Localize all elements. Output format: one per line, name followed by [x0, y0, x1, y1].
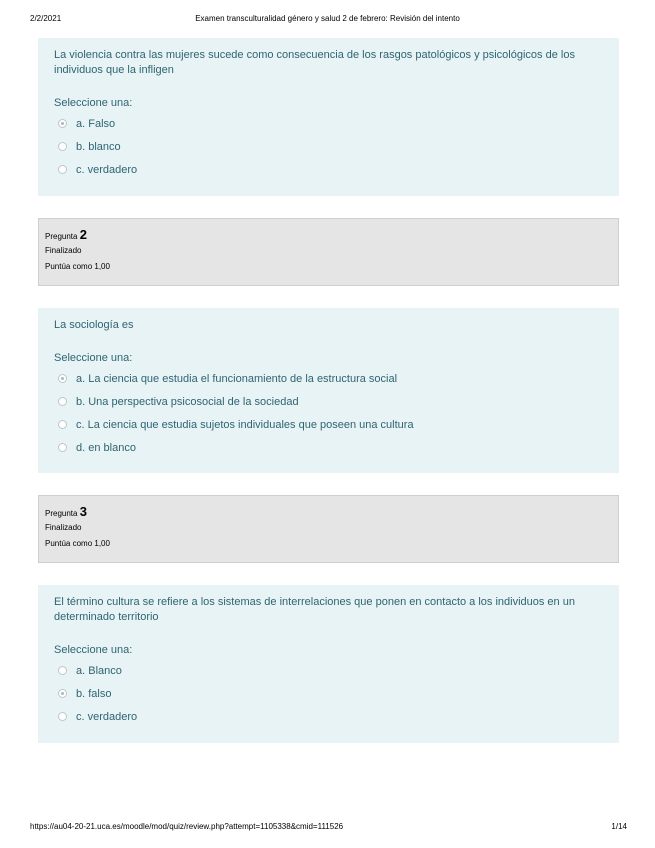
option-label: c. La ciencia que estudia sujetos individuales que poseen una cultura [76, 418, 414, 431]
print-title: Examen transculturalidad género y salud 2 de febrero: Revisión del intento [195, 14, 460, 23]
option-label: b. Una perspectiva psicosocial de la sociedad [76, 395, 299, 408]
question-number: 2 [79, 227, 87, 242]
question-1-option-b[interactable] [54, 135, 603, 158]
question-label: Pregunta [45, 232, 78, 241]
radio-icon[interactable] [58, 712, 67, 721]
select-one-label: Seleccione una: [54, 352, 133, 364]
question-2-state: Finalizado [45, 246, 82, 255]
print-date: 2/2/2021 [30, 14, 62, 23]
footer-url: https://au04-20-21.uca.es/moodle/mod/quiz/review.php?attempt=1105338&cmid=111526 [30, 822, 344, 831]
radio-icon[interactable] [58, 443, 67, 452]
question-3-option-a[interactable] [54, 659, 603, 682]
radio-checked-icon[interactable] [58, 374, 67, 383]
option-label: a. Blanco [76, 664, 122, 677]
question-3-info [38, 495, 619, 563]
question-2-option-b[interactable] [54, 390, 603, 413]
question-3-option-c[interactable] [54, 705, 603, 728]
radio-icon[interactable] [58, 397, 67, 406]
question-2-text: La sociología es [54, 319, 134, 331]
question-3-heading [45, 504, 612, 520]
question-2-grade: Puntúa como 1,00 [45, 262, 110, 271]
question-1-option-a[interactable] [54, 112, 603, 135]
option-label: a. La ciencia que estudia el funcionamiento de la estructura social [76, 372, 398, 385]
question-1-answers [54, 112, 603, 181]
question-2-heading [45, 227, 612, 243]
question-2-content [38, 308, 619, 473]
option-label: c. verdadero [76, 163, 138, 176]
question-3-grade: Puntúa como 1,00 [45, 539, 110, 548]
radio-checked-icon[interactable] [58, 119, 67, 128]
radio-checked-icon[interactable] [58, 689, 67, 698]
option-label: a. Falso [76, 117, 116, 130]
question-3-state: Finalizado [45, 523, 82, 532]
question-1-text: La violencia contra las mujeres sucede como consecuencia de los rasgos patológicos y psicológicos de los individuos que la infligen [54, 49, 575, 76]
radio-icon[interactable] [58, 142, 67, 151]
option-label: c. verdadero [76, 710, 138, 723]
question-3-content [38, 585, 619, 743]
question-2-answers [54, 367, 603, 459]
option-label: d. en blanco [76, 441, 136, 454]
question-2-option-c[interactable] [54, 413, 603, 436]
question-2-info [38, 218, 619, 286]
option-label: b. falso [76, 687, 112, 700]
print-header [0, 14, 655, 28]
radio-icon[interactable] [58, 420, 67, 429]
question-3-option-b[interactable] [54, 682, 603, 705]
question-label: Pregunta [45, 509, 78, 518]
question-3-answers [54, 659, 603, 728]
question-number: 3 [79, 504, 87, 519]
question-2-option-a[interactable] [54, 367, 603, 390]
footer-page-number: 1/14 [611, 822, 627, 831]
question-2-option-d[interactable] [54, 436, 603, 459]
option-label: b. blanco [76, 140, 121, 153]
radio-icon[interactable] [58, 666, 67, 675]
question-3-text: El término cultura se refiere a los sistemas de interrelaciones que ponen en contacto a los individuos en un determinado territorio [54, 596, 575, 623]
select-one-label: Seleccione una: [54, 644, 133, 656]
select-one-label: Seleccione una: [54, 97, 133, 109]
radio-icon[interactable] [58, 165, 67, 174]
question-1-option-c[interactable] [54, 158, 603, 181]
question-1-content [38, 38, 619, 196]
